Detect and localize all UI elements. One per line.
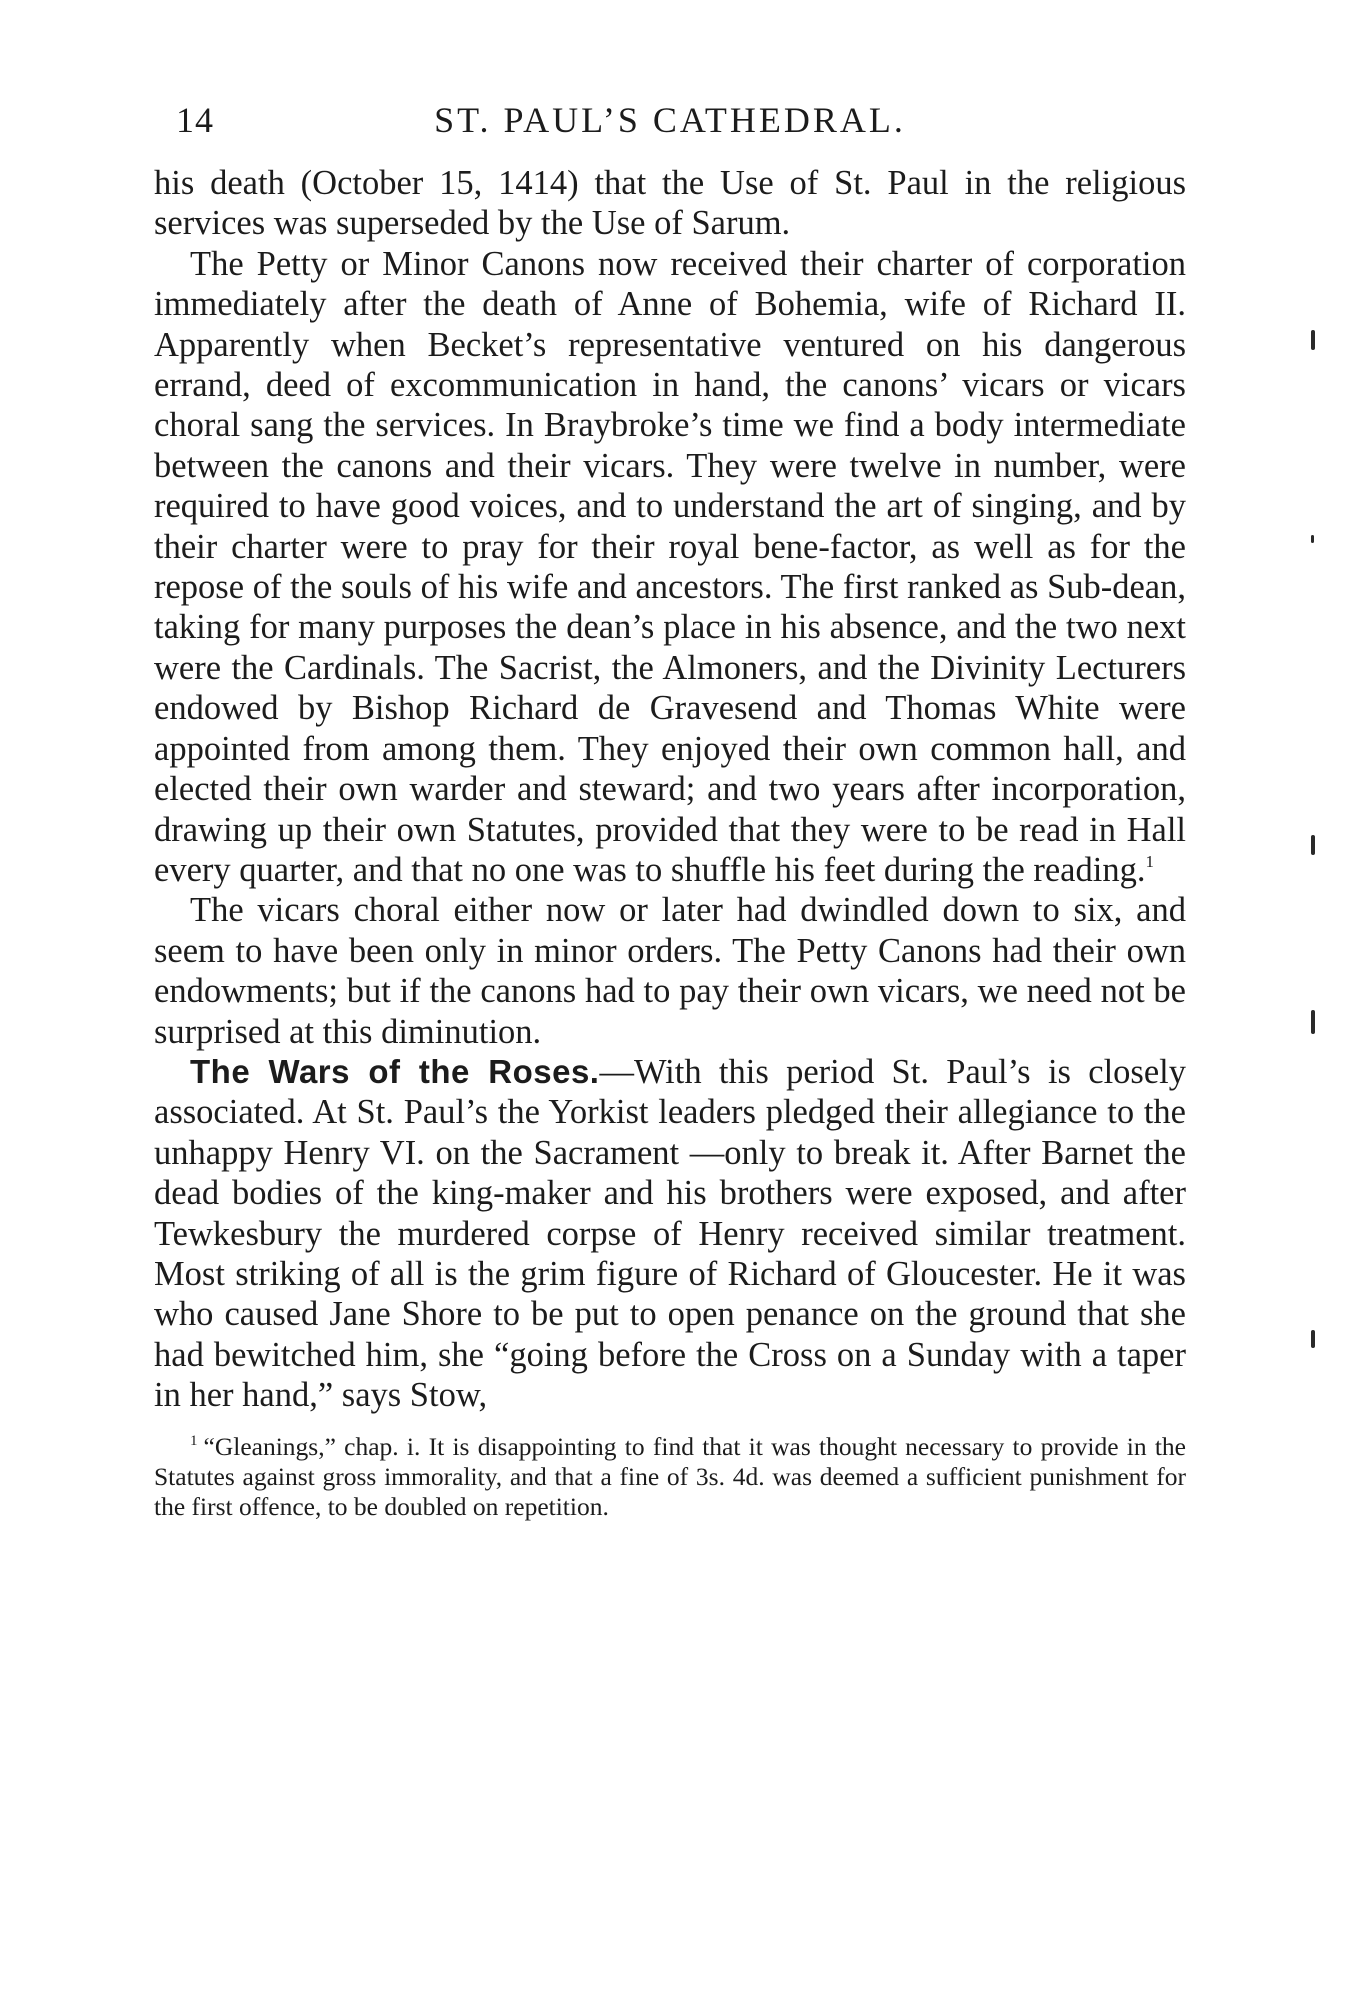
margin-mark [1311,535,1314,543]
running-head [154,95,1186,145]
footnote-text: “Gleanings,” chap. i. It is disappointing to find that it was thought necessary to provide in the Statutes against gross immorality, and that a fine of 3s. 4d. was deemed a sufficient punishment for the first offence, to be doubled on repetition. [154,1431,1186,1521]
section-heading: The Wars of the Roses. [190,1052,600,1090]
paragraph-wars-of-the-roses [154,1052,1186,1416]
book-page [154,95,1186,1547]
margin-mark [1311,835,1315,855]
page-number: 14 [176,100,214,140]
body-text [154,163,1186,1416]
running-title: ST. PAUL’S CATHEDRAL. [434,100,906,140]
footnote [154,1432,1186,1522]
paragraph-vicars-choral: The vicars choral either now or later had dwindled down to six, and seem to have been only in minor orders. The Petty Canons had their own endowments; but if the canons had to pay their own vicars, we need not be surprised at this diminution. [154,891,1186,1051]
paragraph-petty-canons-text: The Petty or Minor Canons now received their charter of corporation immediately after the death of Anne of Bohemia, wife of Richard II. Apparently when Becket’s representative ventured on his dangerous errand, deed of excommunication in hand, the canons’ vicars or vicars choral sang the services. In Braybroke’s time we find a body intermediate between the canons and their vicars. They were twelve in number, were required to have good voices, and to understand the art of singing, and by their charter were to pray for their royal bene-factor, as well as for the repose of the souls of his wife and ancestors. The first ranked as Sub-dean, taking for many purposes the dean’s place in his absence, and the two next were the Cardinals. The Sacrist, the Almoners, and the Divinity Lecturers endowed by Bishop Richard de Gravesend and Thomas White were appointed from among them. They enjoyed their own common hall, and elected their own warder and steward; and two years after incorporation, drawing up their own Statutes, provided that they were to be read in Hall every quarter, and that no one was to shuffle his feet during the reading. [154,244,1186,889]
margin-mark [1311,330,1315,350]
paragraph-continued: his death (October 15, 1414) that the Use of St. Paul in the religious services was superseded by the Use of Sarum. [154,164,1186,243]
paragraph-petty-canons [154,244,1186,891]
paragraph-wars-text: —With this period St. Paul’s is closely associated. At St. Paul’s the Yorkist leaders pledged their allegiance to the unhappy Henry VI. on the Sacrament —only to break it. After Barnet the dead bodies of the king-maker and his brothers were exposed, and after Tewkesbury the murdered corpse of Henry received similar treatment. Most striking of all is the grim figure of Richard of Gloucester. He it was who caused Jane Shore to be put to open penance on the ground that she had bewitched him, she “going before the Cross on a Sunday with a taper in her hand,” says Stow, [154,1052,1186,1415]
margin-mark [1311,1330,1315,1348]
margin-mark [1311,1010,1315,1034]
footnote-marker: 1 [190,1432,198,1449]
footnote-reference: 1 [1145,851,1154,871]
